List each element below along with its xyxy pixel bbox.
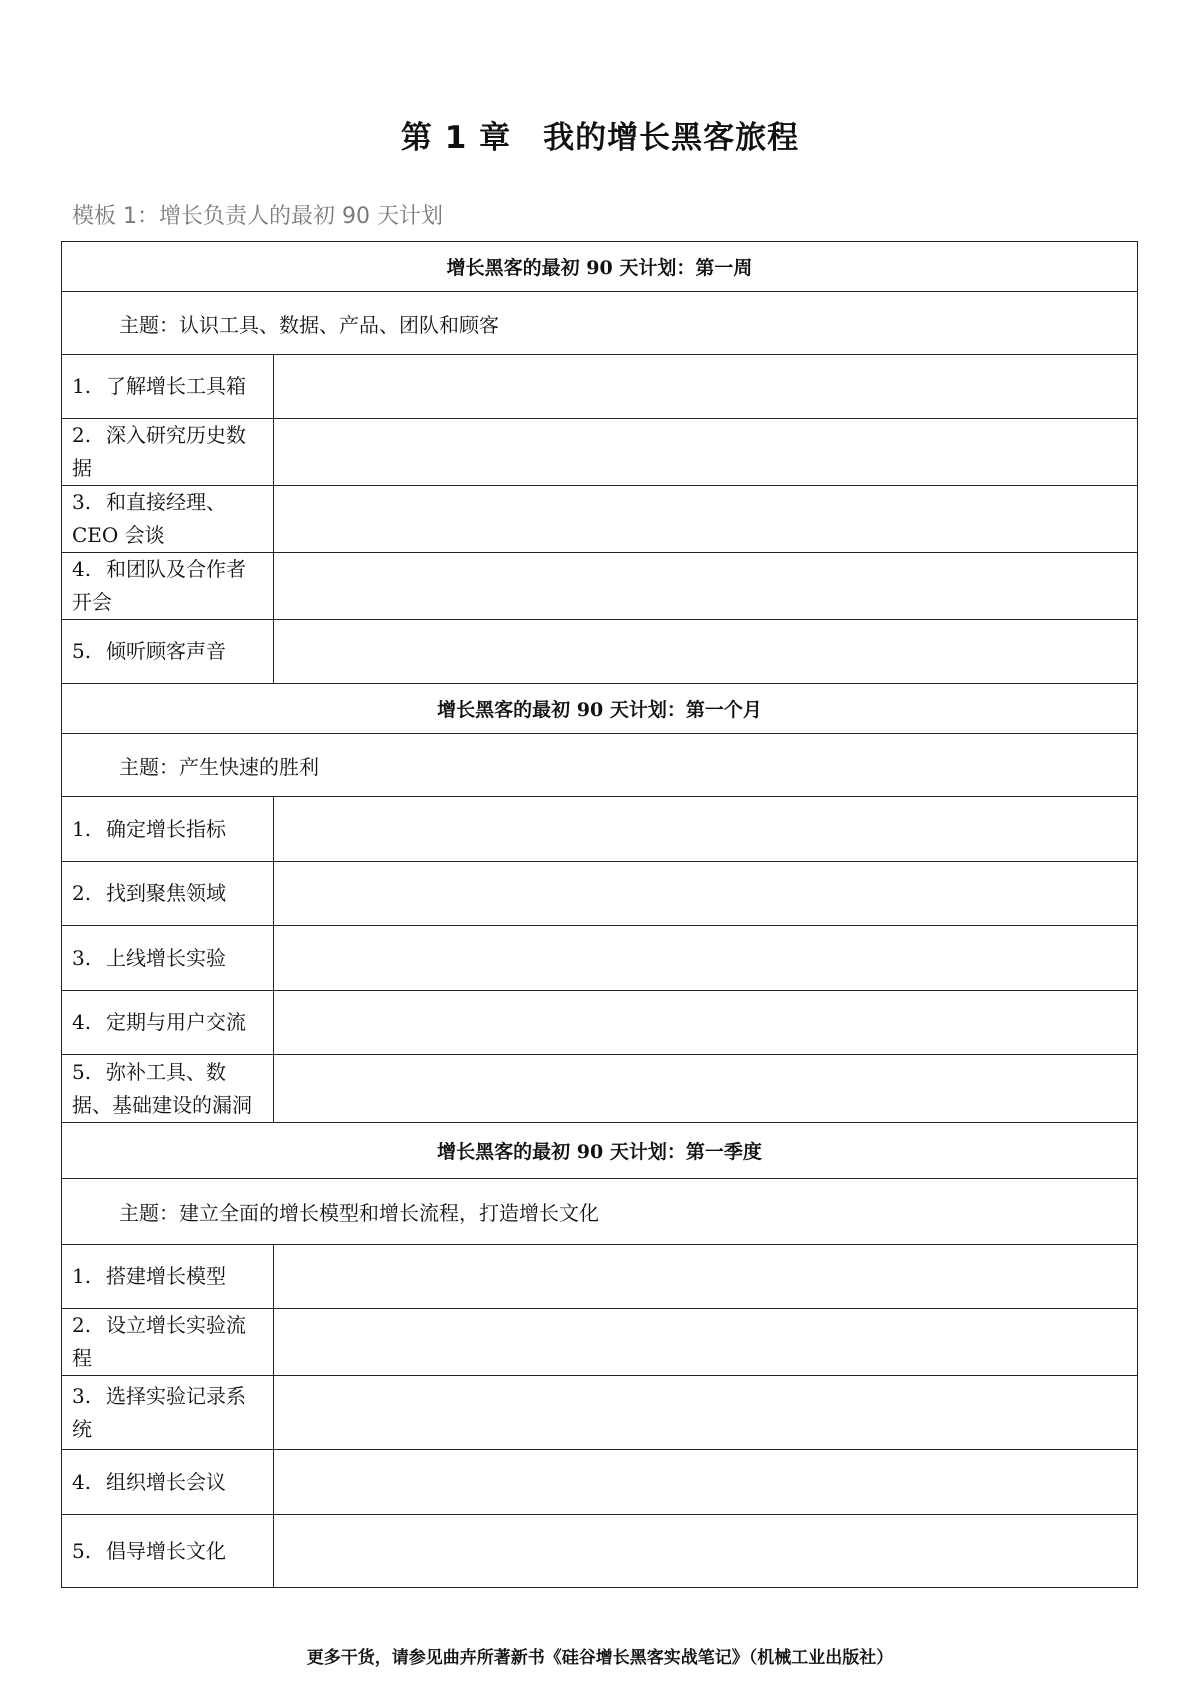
- table-row: [62, 1450, 1138, 1515]
- item-number: 2.: [72, 881, 92, 905]
- table-row: [62, 486, 1138, 553]
- item-label: [62, 991, 274, 1055]
- item-number: 3.: [72, 490, 92, 514]
- plan-table: [61, 241, 1138, 1588]
- item-label: [62, 862, 274, 926]
- table-row: [62, 926, 1138, 991]
- item-number: 2.: [72, 423, 92, 447]
- section-header: 增长黑客的最初 90 天计划：第一季度: [62, 1123, 1138, 1179]
- section-header-row: [62, 1123, 1138, 1179]
- theme-row: [62, 734, 1138, 797]
- item-text: 倾听顾客声音: [106, 639, 226, 663]
- section-header: 增长黑客的最初 90 天计划：第一个月: [62, 684, 1138, 734]
- item-label: [62, 926, 274, 991]
- item-notes-cell[interactable]: [274, 419, 1138, 486]
- item-notes-cell[interactable]: [274, 797, 1138, 862]
- item-text: 深入研究历史数据: [72, 423, 246, 480]
- section-theme: 主题：认识工具、数据、产品、团队和顾客: [62, 292, 1138, 355]
- item-number: 2.: [72, 1313, 92, 1337]
- table-row: [62, 862, 1138, 926]
- item-label: [62, 355, 274, 419]
- item-number: 5.: [72, 1059, 92, 1084]
- item-notes-cell[interactable]: [274, 620, 1138, 684]
- item-notes-cell[interactable]: [274, 1450, 1138, 1515]
- item-label: [62, 1245, 274, 1309]
- item-label: [62, 797, 274, 862]
- item-text: 和团队及合作者开会: [72, 557, 246, 614]
- footer-note: 更多干货，请参见曲卉所著新书《硅谷增长黑客实战笔记》（机械工业出版社）: [306, 1648, 894, 1668]
- item-notes-cell[interactable]: [274, 486, 1138, 553]
- item-notes-cell[interactable]: [274, 1515, 1138, 1588]
- section-header-row: [62, 684, 1138, 734]
- template-caption: 模板 1：增长负责人的最初 90 天计划: [72, 204, 443, 229]
- item-notes-cell[interactable]: [274, 553, 1138, 620]
- item-notes-cell[interactable]: [274, 1309, 1138, 1376]
- item-text: 弥补工具、数据、基础建设的漏洞: [72, 1059, 252, 1117]
- item-notes-cell[interactable]: [274, 1376, 1138, 1450]
- item-notes-cell[interactable]: [274, 862, 1138, 926]
- item-text: 确定增长指标: [106, 816, 226, 841]
- item-label: [62, 486, 274, 553]
- item-text: 搭建增长模型: [106, 1264, 226, 1288]
- item-number: 3.: [72, 1383, 92, 1408]
- item-text: 找到聚焦领域: [106, 881, 226, 905]
- item-number: 1.: [72, 374, 92, 398]
- item-number: 4.: [72, 1010, 92, 1034]
- section-header-row: [62, 242, 1138, 292]
- item-text: 设立增长实验流程: [72, 1313, 246, 1370]
- table-row: [62, 620, 1138, 684]
- table-row: [62, 1245, 1138, 1309]
- theme-row: [62, 1179, 1138, 1245]
- item-notes-cell[interactable]: [274, 1055, 1138, 1123]
- item-number: 5.: [72, 639, 92, 663]
- item-number: 1.: [72, 816, 92, 841]
- section-theme: 主题：产生快速的胜利: [62, 734, 1138, 797]
- item-text: 倡导增长文化: [106, 1538, 226, 1563]
- section-header: 增长黑客的最初 90 天计划：第一周: [62, 242, 1138, 292]
- item-text: 组织增长会议: [106, 1469, 226, 1494]
- theme-row: [62, 292, 1138, 355]
- item-number: 4.: [72, 1469, 92, 1494]
- table-row: [62, 1309, 1138, 1376]
- item-notes-cell[interactable]: [274, 926, 1138, 991]
- item-text: 选择实验记录系统: [72, 1383, 246, 1441]
- item-label: [62, 1450, 274, 1515]
- table-row: [62, 797, 1138, 862]
- table-row: [62, 1376, 1138, 1450]
- item-number: 3.: [72, 945, 92, 970]
- item-text: 定期与用户交流: [106, 1010, 246, 1034]
- item-notes-cell[interactable]: [274, 991, 1138, 1055]
- item-label: [62, 553, 274, 620]
- item-label: [62, 1376, 274, 1450]
- item-text: 了解增长工具箱: [106, 374, 246, 398]
- table-row: [62, 1515, 1138, 1588]
- table-row: [62, 1055, 1138, 1123]
- item-notes-cell[interactable]: [274, 1245, 1138, 1309]
- item-notes-cell[interactable]: [274, 355, 1138, 419]
- item-label: [62, 419, 274, 486]
- table-row: [62, 553, 1138, 620]
- table-row: [62, 355, 1138, 419]
- page-title: 第 1 章 我的增长黑客旅程: [400, 120, 800, 156]
- item-label: [62, 620, 274, 684]
- item-number: 1.: [72, 1264, 92, 1288]
- section-theme: 主题：建立全面的增长模型和增长流程，打造增长文化: [62, 1179, 1138, 1245]
- item-text: 上线增长实验: [106, 945, 226, 970]
- item-number: 5.: [72, 1538, 92, 1563]
- item-label: [62, 1309, 274, 1376]
- table-row: [62, 419, 1138, 486]
- item-label: [62, 1055, 274, 1123]
- item-text: 和直接经理、CEO 会谈: [72, 490, 226, 547]
- table-row: [62, 991, 1138, 1055]
- item-label: [62, 1515, 274, 1588]
- item-number: 4.: [72, 557, 92, 581]
